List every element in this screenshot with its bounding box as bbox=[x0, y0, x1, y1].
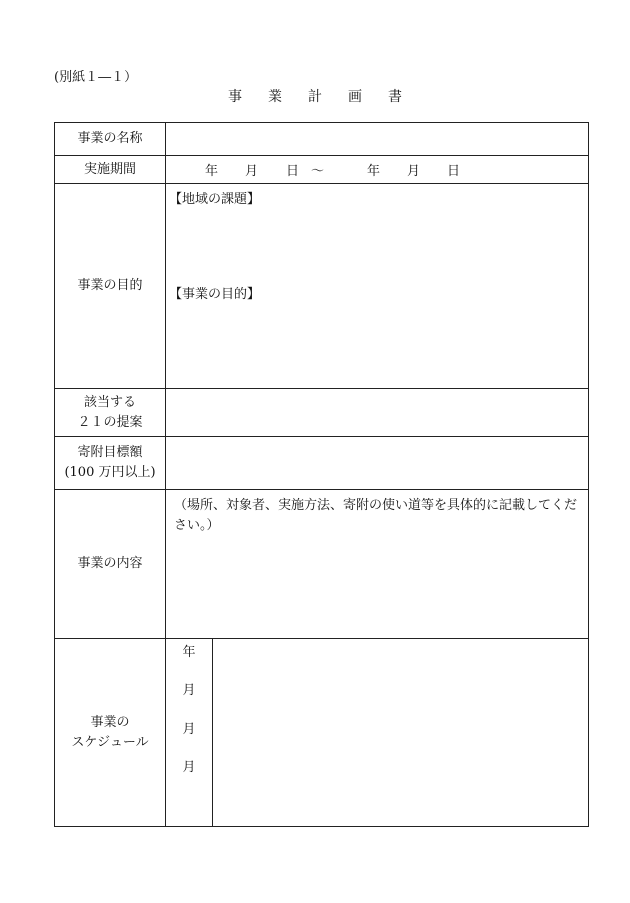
business-goal-heading: 【事業の目的】 bbox=[169, 287, 261, 302]
schedule-unit-month-2: 月 bbox=[182, 722, 196, 737]
row-content bbox=[55, 490, 588, 639]
proposal-label-line1: 該当する bbox=[83, 394, 136, 410]
row-business-name bbox=[55, 123, 588, 156]
row-purpose bbox=[55, 184, 588, 389]
donation-target-label-line2: (100 万円以上) bbox=[64, 465, 156, 480]
attachment-reference: (別紙１―１） bbox=[54, 70, 138, 85]
period-end-year: 年 bbox=[367, 164, 381, 179]
content-instruction: （場所、対象者、実施方法、寄附の使い道等を具体的に記載してください。） bbox=[174, 498, 578, 533]
business-plan-form bbox=[54, 122, 589, 827]
donation-target-label-line1: 寄附目標額 bbox=[77, 445, 143, 460]
business-name-field[interactable] bbox=[166, 123, 588, 155]
schedule-label-line2: スケジュール bbox=[71, 734, 149, 750]
business-name-label: 事業の名称 bbox=[55, 123, 166, 155]
schedule-detail-field[interactable] bbox=[213, 639, 588, 826]
period-start-month: 月 bbox=[245, 164, 259, 179]
proposal-label-line2: ２１の提案 bbox=[77, 414, 143, 430]
donation-target-label bbox=[55, 437, 166, 489]
proposal-label bbox=[55, 389, 166, 436]
schedule-date-column bbox=[166, 639, 213, 826]
row-period bbox=[55, 156, 588, 184]
period-start-year: 年 bbox=[205, 164, 219, 179]
document-title: 事業計画書 bbox=[228, 89, 428, 105]
content-label: 事業の内容 bbox=[55, 490, 166, 638]
donation-target-field[interactable] bbox=[166, 437, 588, 489]
content-field[interactable] bbox=[166, 490, 588, 638]
row-donation-target bbox=[55, 437, 588, 490]
purpose-label: 事業の目的 bbox=[55, 184, 166, 388]
schedule-label bbox=[55, 639, 166, 826]
schedule-area bbox=[166, 639, 588, 826]
proposal-field[interactable] bbox=[166, 389, 588, 436]
period-field[interactable] bbox=[166, 156, 588, 183]
regional-issue-heading: 【地域の課題】 bbox=[169, 192, 261, 207]
period-label: 実施期間 bbox=[55, 156, 166, 183]
row-proposal bbox=[55, 389, 588, 437]
schedule-unit-month-3: 月 bbox=[182, 760, 196, 775]
schedule-unit-year: 年 bbox=[182, 645, 196, 660]
period-tilde: 〜 bbox=[311, 164, 325, 179]
schedule-unit-month-1: 月 bbox=[182, 683, 196, 698]
schedule-label-line1: 事業の bbox=[90, 714, 130, 730]
row-schedule bbox=[55, 639, 588, 826]
period-end-day: 日 bbox=[447, 164, 461, 179]
period-start-day: 日 bbox=[286, 164, 300, 179]
period-end-month: 月 bbox=[407, 164, 421, 179]
purpose-field[interactable] bbox=[166, 184, 588, 388]
